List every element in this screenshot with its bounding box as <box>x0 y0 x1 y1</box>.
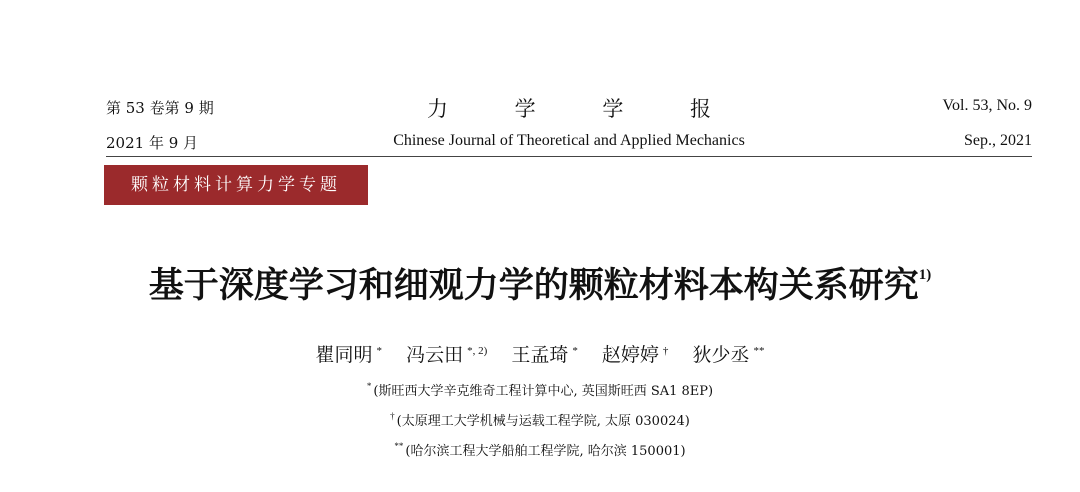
author-affiliation-mark: *, 2) <box>467 345 488 357</box>
journal-name-en: Chinese Journal of Theoretical and Applied Mechanics <box>393 132 745 149</box>
affiliation-text: (斯旺西大学辛克维奇工程计算中心, 英国斯旺西 SA1 8EP) <box>373 384 714 399</box>
publication-date-en: Sep., 2021 <box>964 132 1032 149</box>
author-name: 狄少丞 <box>692 344 750 366</box>
author-affiliation-mark: * <box>572 345 578 357</box>
title-footnote-mark: 1) <box>918 267 932 283</box>
affiliation-mark: ** <box>394 441 404 451</box>
author <box>316 344 383 366</box>
publication-date-cn: 2021 年 9 月 <box>106 134 199 152</box>
author-name: 瞿同明 <box>315 344 373 366</box>
author-affiliation-mark: † <box>662 345 669 357</box>
author <box>692 344 764 366</box>
volume-issue-en: Vol. 53, No. 9 <box>942 97 1032 114</box>
affiliation-text: (哈尔滨工程大学船舶工程学院, 哈尔滨 150001) <box>405 444 686 459</box>
affiliation <box>0 380 1080 399</box>
volume-issue: 第 53 卷第 9 期 <box>106 99 214 117</box>
author <box>511 344 578 366</box>
author-affiliation-mark: * <box>376 345 383 357</box>
author <box>602 344 669 366</box>
journal-name-cn: 力 学 学 报 <box>426 97 742 121</box>
affiliation <box>0 440 1080 459</box>
header-divider <box>106 156 1032 157</box>
author-name: 王孟琦 <box>511 344 569 366</box>
affiliation-mark: * <box>366 381 372 391</box>
article-title <box>0 258 1080 308</box>
journal-header-top <box>106 97 1032 121</box>
affiliation-mark: † <box>390 411 395 421</box>
affiliation-text: (太原理工大学机械与运载工程学院, 太原 030024) <box>396 414 690 429</box>
author-name: 冯云田 <box>406 344 464 366</box>
author-name: 赵婷婷 <box>601 344 659 366</box>
author-list <box>0 340 1080 367</box>
special-topic-banner: 颗粒材料计算力学专题 <box>104 165 368 205</box>
author <box>406 344 487 366</box>
author-affiliation-mark: ** <box>753 345 765 357</box>
journal-header-bottom <box>106 132 1032 156</box>
affiliation <box>0 410 1080 429</box>
article-title-text: 基于深度学习和细观力学的颗粒材料本构关系研究 <box>148 266 919 306</box>
